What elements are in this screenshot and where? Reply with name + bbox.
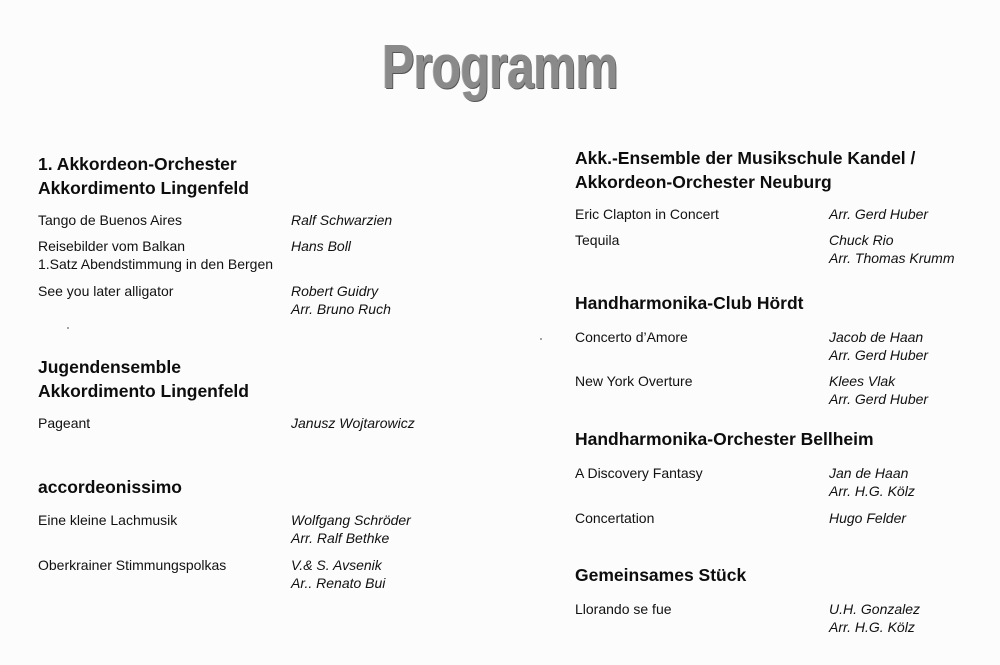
composer: Klees Vlak Arr. Gerd Huber [829, 373, 929, 407]
page-title: Programm [382, 33, 618, 102]
piece-title: Eric Clapton in Concert [575, 206, 719, 222]
ensemble-heading-line: Gemeinsames Stück [575, 565, 747, 585]
composer: Robert Guidry Arr. Bruno Ruch [291, 283, 391, 317]
composer: Jacob de Haan Arr. Gerd Huber [829, 329, 929, 363]
composer: Janusz Wojtarowicz [291, 415, 415, 431]
ensemble-heading-line: Handharmonika-Orchester Bellheim [575, 429, 874, 449]
piece-title: Llorando se fue [575, 601, 672, 617]
composer: U.H. Gonzalez Arr. H.G. Kölz [829, 601, 921, 635]
ensemble-heading [38, 355, 468, 403]
ensemble-heading [575, 563, 995, 587]
piece-title: Tequila [575, 232, 620, 248]
program-section [575, 146, 995, 266]
program-section [38, 475, 468, 591]
ensemble-heading-line: Akkordimento Lingenfeld [38, 178, 249, 198]
piece-title: Concertation [575, 510, 655, 526]
composer: V.& S. Avsenik Ar.. Renato Bui [291, 557, 386, 591]
piece-title: Pageant [38, 415, 91, 431]
scan-speck [67, 327, 69, 329]
ensemble-heading-line: accordeonissimo [38, 477, 182, 497]
piece-title: Oberkrainer Stimmungspolkas [38, 557, 227, 573]
program-section [575, 563, 995, 635]
composer: Hugo Felder [829, 510, 907, 526]
composer: Arr. Gerd Huber [829, 206, 929, 222]
program-section [38, 355, 468, 431]
ensemble-heading [575, 291, 995, 315]
ensemble-heading [575, 427, 995, 451]
ensemble-heading-line: Jugendensemble [38, 357, 181, 377]
composer: Wolfgang Schröder Arr. Ralf Bethke [291, 512, 411, 546]
composer: Jan de Haan Arr. H.G. Kölz [829, 465, 915, 499]
composer: Ralf Schwarzien [291, 212, 393, 228]
ensemble-heading-line: Akk.-Ensemble der Musikschule Kandel / [575, 148, 916, 168]
ensemble-heading [575, 146, 995, 194]
ensemble-heading-line: 1. Akkordeon-Orchester [38, 154, 237, 174]
piece-title: Concerto d’Amore [575, 329, 688, 345]
piece-title: Eine kleine Lachmusik [38, 512, 178, 528]
piece-title: Reisebilder vom Balkan 1.Satz Abendstimmung in den Bergen [38, 238, 274, 272]
ensemble-heading-line: Handharmonika-Club Hördt [575, 293, 804, 313]
piece-title: A Discovery Fantasy [575, 465, 703, 481]
composer: Chuck Rio Arr. Thomas Krumm [829, 232, 955, 266]
program-section [575, 291, 995, 407]
program-section [575, 427, 995, 526]
program-section [38, 152, 468, 317]
ensemble-heading-line: Akkordimento Lingenfeld [38, 381, 249, 401]
ensemble-heading [38, 475, 468, 499]
piece-title: Tango de Buenos Aires [38, 212, 182, 228]
scan-speck [540, 338, 542, 340]
ensemble-heading-line: Akkordeon-Orchester Neuburg [575, 172, 832, 192]
composer: Hans Boll [291, 238, 351, 254]
piece-title: New York Overture [575, 373, 693, 389]
piece-title: See you later alligator [38, 283, 174, 299]
ensemble-heading [38, 152, 468, 200]
